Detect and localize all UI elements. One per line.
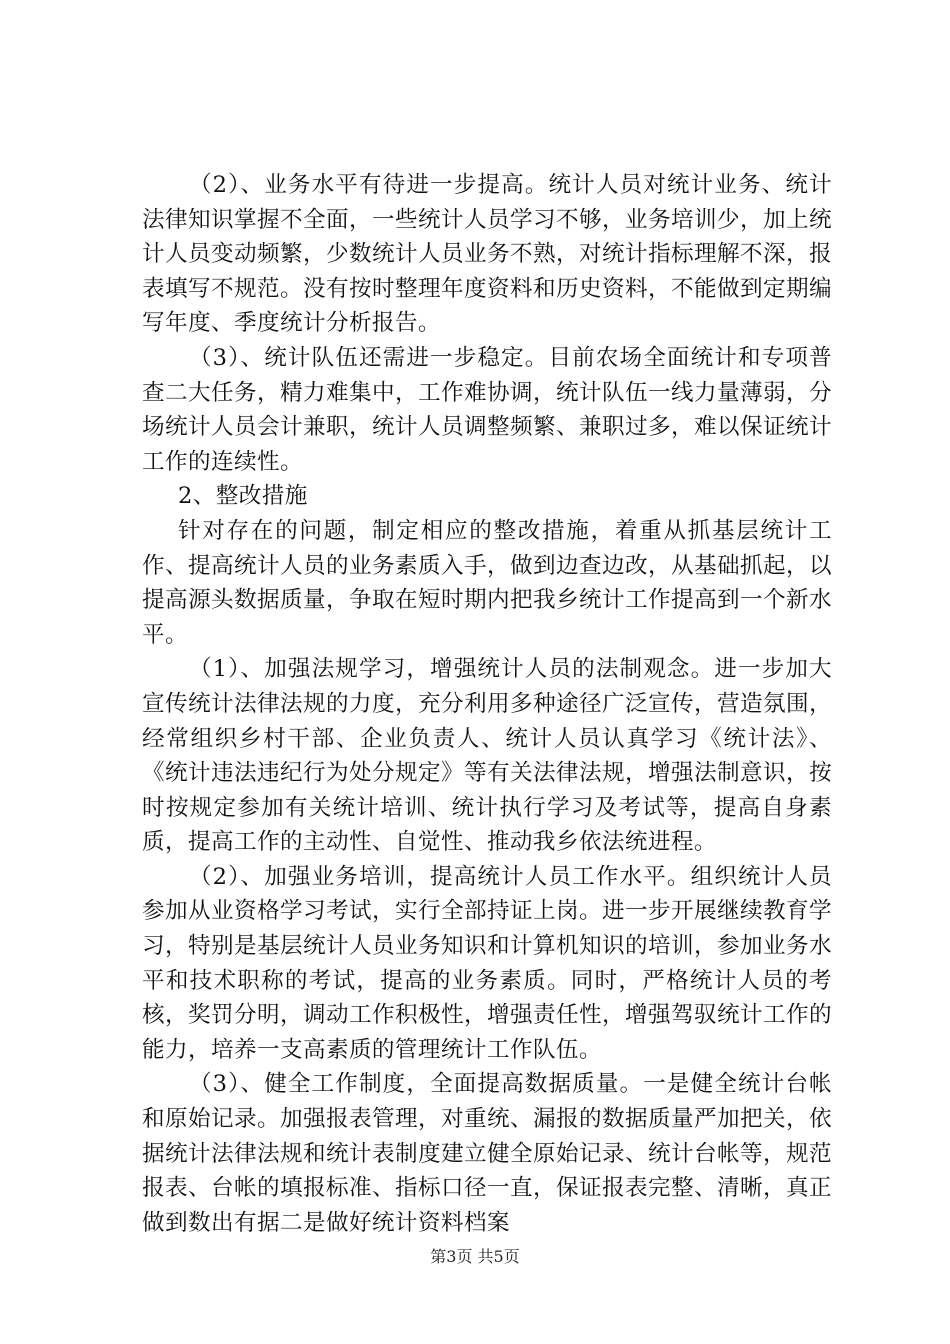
document-body [142,168,832,1240]
paragraph-work-system: （3）、健全工作制度，全面提高数据质量。一是健全统计台帐和原始记录。加强报表管理，对重统、漏报的数据质量严加把关，依据统计法律法规和统计表制度建立健全原始记录、统计台帐等，规范报表、台帐的填报标准、指标口径一直，保证报表完整、清晰，真正做到数出有据二是做好统计资料档案 [142,1071,832,1236]
paragraph-business-level: （2）、业务水平有待进一步提高。统计人员对统计业务、统计法律知识掌握不全面，一些统计人员学习不够，业务培训少，加上统计人员变动频繁，少数统计人员业务不熟，对统计指标理解不深，报表填写不规范。没有按时整理年度资料和历史资料，不能做到定期编写年度、季度统计分析报告。 [142,172,832,337]
paragraph-legal-study: （1）、加强法规学习，增强统计人员的法制观念。进一步加大宣传统计法律法规的力度，充分利用多种途径广泛宣传，营造氛围，经常组织乡村干部、企业负责人、统计人员认真学习《统计法》、《统计违法违纪行为处分规定》等有关法律法规，增强法制意识，按时按规定参加有关统计培训、统计执行学习及考试等，提高自身素质，提高工作的主动性、自觉性、推动我乡依法统进程。 [142,656,832,856]
page-footer: 第3页 共5页 [430,1247,520,1266]
section-heading-rectification: 2、整改措施 [178,483,308,510]
paragraph-business-training: （2）、加强业务培训，提高统计人员工作水平。组织统计人员参加从业资格学习考试，实行全部持证上岗。进一步开展继续教育学习，特别是基层统计人员业务知识和计算机知识的培训，参加业务水平和技术职称的考试，提高的业务素质。同时，严格统计人员的考核，奖罚分明，调动工作积极性，增强责任性，增强驾驭统计工作的能力，培养一支高素质的管理统计工作队伍。 [142,863,832,1063]
paragraph-rectification-intro: 针对存在的问题，制定相应的整改措施，着重从抓基层统计工作、提高统计人员的业务素质入手，做到边查边改，从基础抓起，以提高源头数据质量，争取在短时期内把我乡统计工作提高到一个新水平。 [142,517,832,648]
paragraph-team-stability: （3）、统计队伍还需进一步稳定。目前农场全面统计和专项普查二大任务，精力难集中，工作难协调，统计队伍一线力量薄弱，分场统计人员会计兼职，统计人员调整频繁、兼职过多，难以保证统计工作的连续性。 [142,344,832,475]
